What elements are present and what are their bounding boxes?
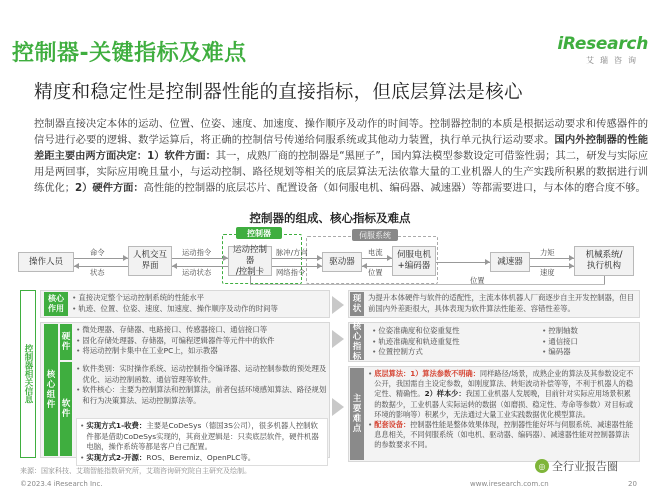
mechanical-system-box: 机械系统/ 执行机构 <box>574 246 634 276</box>
indicator-item: 通信接口 <box>548 336 578 346</box>
iresearch-logo <box>540 34 648 66</box>
connector <box>272 266 322 267</box>
page-title: 控制器-关键指标及难点 <box>12 41 247 66</box>
arrow-left-icon <box>74 263 79 269</box>
status-tag: 现 状 <box>350 292 364 316</box>
controller-group-tag: 控制器 <box>236 227 282 239</box>
software-text: • 软件类别：实时操作系统、运动控制指令编译器、运动控制参数的预处理及优化、运动控制函数、通信管理等软件。 • 软件核心：主要为控制算法和控制算法，前者包括环境感知算法、路径规划和行为决策算法、运动控制算法等。 <box>76 364 327 405</box>
hardware-text: • 微处理器、存储器、电路接口、传感器接口、通信接口等 • 固化存储处理器、存储器，可编程逻辑器件等元件中的软件 • 将运动控制卡集中在工业PC上，如示教器 <box>76 325 275 356</box>
core-role-tag: 核心 作用 <box>44 292 68 316</box>
controller-info-label: 控制器相关信息 <box>20 290 36 458</box>
label-motion-cmd: 运动指令 <box>182 248 212 257</box>
connector <box>530 266 574 267</box>
arrow-right-icon <box>569 255 574 261</box>
indicator-item: 控制轴数 <box>548 326 578 335</box>
servo-motor-box: 伺服电机 +编码器 <box>392 246 436 276</box>
difficulty-3-title: 配套设备： <box>374 420 411 430</box>
hardware-line: 微处理器、存储器、电路接口、传感器接口、通信接口等 <box>82 325 268 334</box>
servo-group-tag: 伺服系统 <box>352 229 398 241</box>
logo-brand: iResearch <box>557 34 648 54</box>
connector <box>272 258 322 259</box>
connector <box>74 266 128 267</box>
difficulty-2-text: 我国工业机器人发展晚，目前针对实际应用场景积累的数据少，工业机器人实际运转的数据（如磨损、稳定性、寿命等参数）对目标或环境的影响等）积累少，无法通过大量工业实践数据优化模型算法。 <box>374 389 634 419</box>
operator-box: 操作人员 <box>18 252 74 272</box>
core-role-line: 轨迹、位置、位姿、速度、加速度、操作顺序及动作的时间等 <box>78 303 278 313</box>
software-line: 软件核心：主要为控制算法和控制算法，前者包括环境感知算法、路径规划和行为决策算法、运动控制算法等。 <box>82 385 327 405</box>
connector <box>436 262 490 263</box>
core-role-line: 直接决定整个运动控制系统的性能水平 <box>78 293 205 302</box>
difficulty-2-title: 2）样本少： <box>424 389 466 399</box>
arrow-right-icon <box>387 255 392 261</box>
label-speed: 速度 <box>540 268 555 277</box>
hardware-line: 固化存储处理器、存储器，可编程逻辑器件等元件中的软件 <box>82 335 275 345</box>
body-paragraph <box>34 116 648 196</box>
label-pulse-cmd: 脉冲/方向 <box>276 248 308 257</box>
core-role-text: • 直接决定整个运动控制系统的性能水平 • 轨迹、位置、位姿、速度、加速度、操作顺序及动作的时间等 <box>72 293 278 313</box>
arrow-right-icon <box>317 255 322 261</box>
watermark-icon: ◎ <box>535 459 549 473</box>
logo-cn: 艾瑞咨询 <box>586 56 642 65</box>
indicator-item: 轨迹准确度和轨迹重复性 <box>378 336 460 346</box>
page-number: 20 <box>628 480 637 488</box>
core-components-tag: 核心 组件 <box>44 324 58 456</box>
label-torque: 力矩 <box>540 248 555 257</box>
motion-controller-box: 运动控制器 /控制卡 <box>228 246 272 276</box>
connector <box>172 266 228 267</box>
feedback-line <box>250 284 605 285</box>
reducer-box: 减速器 <box>490 252 530 272</box>
hardware-tag: 硬件 <box>60 324 72 360</box>
hardware-line: 将运动控制卡集中在工业PC上，如示教器 <box>82 346 218 356</box>
label-command: 命令 <box>90 248 105 257</box>
implementation-1-text: 主要是CoDeSys（德国3S公司），很多机器人控制软件都是借助CoDeSys实现的，其商业逻辑是：只卖底层软件，硬件机器电脑，操作系统等都是客户自己配置。 <box>86 421 319 452</box>
indicator-list: • 位姿准确度和位姿重复性 • 轨迹准确度和轨迹重复性 • 位置控制方式 • 控制轴数 • 通信接口 • 编码器 <box>372 326 578 357</box>
watermark <box>535 458 618 474</box>
indicator-item: 编码器 <box>548 347 571 357</box>
body-p2: 其一，成熟厂商的控制器是“黑匣子”，国内算法模型参数设定可借鉴性弱；其二，研发与实际应用是两回事，实际应用晚且量小，与运动控制、路径规划等相关的底层算法无法依靠大量的工业机器人的生产实践所积累的数据进行训练优化； <box>34 150 648 194</box>
body-p1: 控制器直接决定本体的运动、位置、位姿、速度、加速度、操作顺序及动作的时间等。控制器控制的本质是根据运动要求和传感器件的信号进行必要的逻辑、数学运算后，将正确的控制信号传递给伺服系统或其他动力装置，执行单元执行运动要求。 <box>34 118 648 146</box>
feedback-line <box>604 276 605 284</box>
arrow-right-icon <box>332 330 344 348</box>
implementation-1-title: 实现方式1-收费： <box>86 421 147 430</box>
footer-copyright: ©2023.4 iResearch Inc. <box>20 480 103 488</box>
indicator-item: 位姿准确度和位姿重复性 <box>378 326 460 335</box>
arrow-right-icon <box>332 296 344 314</box>
difficulty-3-text: 控制器性能是整体效果体现，控制器性能好坏与伺服系统、减速器性能息息相关，不同伺服系统（如电机、驱动器、编码器）、减速器性能对控制器算法的参数要求不同。 <box>374 420 634 450</box>
page-subtitle: 精度和稳定性是控制器性能的直接指标，但底层算法是核心 <box>34 82 523 103</box>
arrow-right-icon <box>223 255 228 261</box>
status-text: 为提升本体硬件与软件的适配性，主流本体机器人厂商逐步自主开发控制器，但目前国内外差距很大，具体表现为软件算法性能差、容错性差等。 <box>368 293 635 313</box>
hmi-box: 人机交互 界面 <box>128 246 172 276</box>
connector <box>172 258 228 259</box>
difficulty-1-text: 同样路径/场景，成熟企业的算法及其参数设定不公开，我国需自主设定参数，如刚度算法、转矩波动补偿等等，不利于机器人的稳定性、精确性。 <box>374 369 634 399</box>
arrow-right-icon <box>317 263 322 269</box>
label-feedback-position: 位置 <box>470 276 485 285</box>
feedback-line <box>250 276 251 284</box>
connector <box>74 258 128 259</box>
arrow-right-icon <box>123 255 128 261</box>
body-p3-bold: 2）硬件方面： <box>75 182 144 194</box>
driver-box: 驱动器 <box>322 252 362 272</box>
difficulty-text: • 底层算法：1）算法参数不明确：同样路径/场景，成熟企业的算法及其参数设定不公开，我国需自主设定参数，如刚度算法、转矩波动补偿等等，不利于机器人的稳定性、精确性。2）样本少：我国工业机器人发展晚，目前针对实际应用场景积累的数据少，工业机器人实际运转的数据（如磨损、稳定性、寿命等参数）对目标或环境的影响等）积累少，无法通过大量工业实践数据优化模型算法。 • 配套设备：控制器性能是整体效果体现，控制器性能好坏与伺服系统、减速器性能息息相关，不同伺服系统（如电机、驱动器、编码器）、减速器性能对控制器算法的参数要求不同。 <box>368 369 634 450</box>
label-motion-status: 运动状态 <box>182 268 212 277</box>
watermark-text: 全行业报告圈 <box>552 460 618 473</box>
label-current: 电流 <box>368 248 383 257</box>
difficulty-tag: 主要 难点 <box>350 368 364 460</box>
software-line: 软件类别：实时操作系统、运动控制指令编译器、运动控制参数的预处理及优化、运动控制函数、通信管理等软件。 <box>82 364 327 384</box>
footer-source: 来源：国家科技、艾瑞智能指数研究所，艾瑞咨询研究院自主研究及绘制。 <box>20 467 251 475</box>
software-tag: 软件 <box>60 362 72 456</box>
difficulty-1-title: 底层算法：1）算法参数不明确： <box>374 369 480 378</box>
label-status: 状态 <box>90 268 105 277</box>
connector <box>530 258 574 259</box>
implementation-2-text: ROS、Beremiz、OpenPLC等。 <box>146 452 256 462</box>
software-implementation-box: • 实现方式1-收费：主要是CoDeSys（德国3S公司），很多机器人控制软件都是借助CoDeSys实现的，其商业逻辑是：只卖底层软件，硬件机器电脑，操作系统等都是客户自己配置。 • 实现方式2-开源：ROS、Beremiz、OpenPLC等。 <box>76 418 328 466</box>
label-position: 位置 <box>368 268 383 277</box>
implementation-2-title: 实现方式2-开源： <box>86 452 147 462</box>
arrow-left-icon <box>362 263 367 269</box>
arrow-right-icon <box>569 263 574 269</box>
indicator-tag: 核心 指标 <box>350 324 364 360</box>
body-p2-bold: 国内外控制器的性能差距主要由两方面决定：1）软件方面： <box>34 134 648 162</box>
body-p3: 高性能的控制器的底层芯片、配置设备（如伺服电机、编码器、减速器）等都需要进口，与本体的磨合度不够。 <box>143 182 646 194</box>
indicator-item: 位置控制方式 <box>378 347 423 357</box>
label-network-cmd: 网络指令 <box>276 268 306 277</box>
arrow-right-icon <box>485 259 490 265</box>
footer-url: www.iresearch.com.cn <box>470 480 549 488</box>
arrow-left-icon <box>172 263 177 269</box>
diagram-title: 控制器的组成、核心指标及难点 <box>249 211 411 225</box>
arrow-right-icon <box>332 398 344 416</box>
